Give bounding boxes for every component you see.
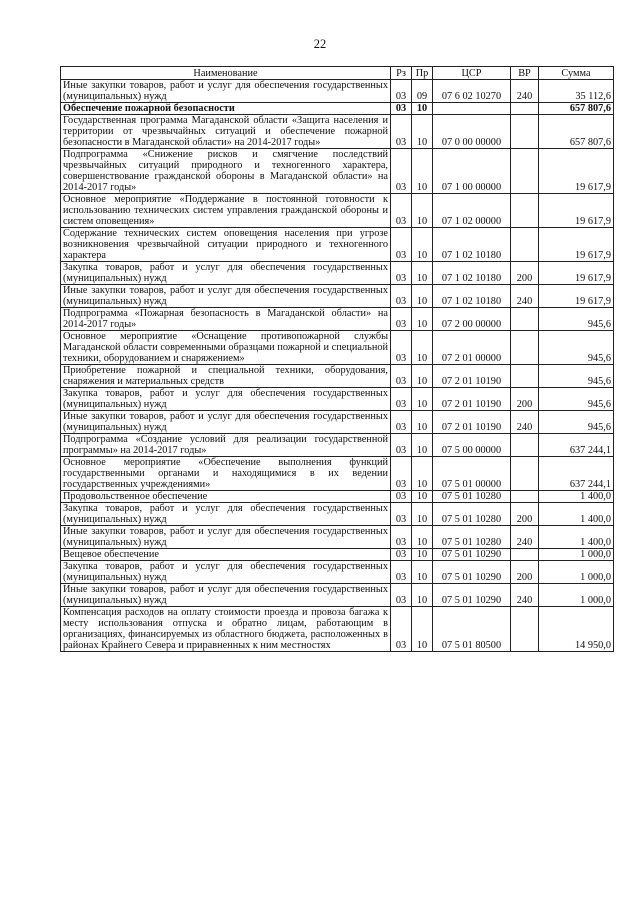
table-row: [61, 457, 614, 491]
row-vr: [511, 103, 539, 115]
row-csr: 07 2 01 10190: [433, 388, 511, 411]
row-vr: 200: [511, 262, 539, 285]
row-sum: 35 112,6: [539, 80, 614, 103]
row-sum: 657 807,6: [539, 103, 614, 115]
table-row: [61, 365, 614, 388]
header-vr: ВР: [511, 67, 539, 80]
row-pr: 10: [412, 549, 433, 561]
row-vr: [511, 308, 539, 331]
row-name: Продовольственное обеспечение: [61, 491, 391, 503]
row-rz: 03: [391, 561, 412, 584]
row-pr: 10: [412, 503, 433, 526]
row-vr: 240: [511, 584, 539, 607]
row-pr: 10: [412, 365, 433, 388]
table-row: [61, 115, 614, 149]
row-name: Приобретение пожарной и специальной техники, оборудования, снаряжения и материальных средств: [61, 365, 391, 388]
row-name: Основное мероприятие «Обеспечение выполнения функций государственными органами и находящимися в их ведении государственных учреждениями»: [61, 457, 391, 491]
table-row: [61, 411, 614, 434]
row-vr: [511, 194, 539, 228]
row-name: Вещевое обеспечение: [61, 549, 391, 561]
row-sum: 19 617,9: [539, 285, 614, 308]
row-pr: 10: [412, 561, 433, 584]
table-row: [61, 584, 614, 607]
table-row: [61, 549, 614, 561]
row-name: Подпрограмма «Создание условий для реализации государственной программы» на 2014-2017 годы»: [61, 434, 391, 457]
row-csr: 07 1 00 00000: [433, 149, 511, 194]
row-csr: 07 5 01 10290: [433, 584, 511, 607]
table-row: [61, 434, 614, 457]
row-csr: 07 2 00 00000: [433, 308, 511, 331]
row-rz: 03: [391, 388, 412, 411]
row-name: Подпрограмма «Пожарная безопасность в Магаданской области» на 2014-2017 годы»: [61, 308, 391, 331]
row-rz: 03: [391, 228, 412, 262]
header-rz: Рз: [391, 67, 412, 80]
row-rz: 03: [391, 262, 412, 285]
row-name: Компенсация расходов на оплату стоимости проезда и провоза багажа к месту использования отпуска и обратно лицам, работающим в организациях, финансируемых из областного бюджета, расположенных в районах Крайнего Севера и приравненных к ним местностях: [61, 607, 391, 652]
row-pr: 10: [412, 584, 433, 607]
row-csr: 07 5 01 10280: [433, 491, 511, 503]
row-vr: 240: [511, 80, 539, 103]
row-name: Иные закупки товаров, работ и услуг для обеспечения государственных (муниципальных) нужд: [61, 80, 391, 103]
row-rz: 03: [391, 434, 412, 457]
row-vr: [511, 149, 539, 194]
row-csr: 07 5 01 00000: [433, 457, 511, 491]
row-csr: 07 2 01 10190: [433, 365, 511, 388]
row-sum: 1 400,0: [539, 503, 614, 526]
row-sum: 19 617,9: [539, 149, 614, 194]
header-pr: Пр: [412, 67, 433, 80]
row-sum: 945,6: [539, 308, 614, 331]
row-pr: 10: [412, 457, 433, 491]
row-pr: 10: [412, 308, 433, 331]
table-row: [61, 526, 614, 549]
row-pr: 10: [412, 388, 433, 411]
row-csr: 07 2 01 00000: [433, 331, 511, 365]
row-vr: [511, 491, 539, 503]
row-sum: 945,6: [539, 388, 614, 411]
row-rz: 03: [391, 115, 412, 149]
row-csr: 07 5 01 10290: [433, 561, 511, 584]
row-sum: 657 807,6: [539, 115, 614, 149]
row-sum: 637 244,1: [539, 434, 614, 457]
row-vr: 200: [511, 561, 539, 584]
row-vr: [511, 457, 539, 491]
row-csr: 07 5 01 10280: [433, 503, 511, 526]
row-rz: 03: [391, 503, 412, 526]
row-rz: 03: [391, 149, 412, 194]
row-csr: 07 1 02 10180: [433, 285, 511, 308]
row-rz: 03: [391, 457, 412, 491]
table-row: [61, 228, 614, 262]
row-rz: 03: [391, 365, 412, 388]
row-csr: 07 5 01 10280: [433, 526, 511, 549]
row-rz: 03: [391, 331, 412, 365]
row-name: Обеспечение пожарной безопасности: [61, 103, 391, 115]
row-vr: [511, 115, 539, 149]
row-sum: 19 617,9: [539, 262, 614, 285]
table-row: [61, 503, 614, 526]
row-vr: 240: [511, 526, 539, 549]
row-pr: 10: [412, 262, 433, 285]
row-vr: [511, 331, 539, 365]
row-vr: [511, 434, 539, 457]
row-pr: 10: [412, 607, 433, 652]
row-sum: 14 950,0: [539, 607, 614, 652]
header-csr: ЦСР: [433, 67, 511, 80]
row-sum: 1 400,0: [539, 491, 614, 503]
row-rz: 03: [391, 285, 412, 308]
row-pr: 10: [412, 526, 433, 549]
row-sum: 945,6: [539, 411, 614, 434]
row-name: Подпрограмма «Снижение рисков и смягчение последствий чрезвычайных ситуаций природного и техногенного характера, совершенствование гражданской обороны в Магаданской области» на 2014-2017 годы»: [61, 149, 391, 194]
row-name: Основное мероприятие «Поддержание в постоянной готовности к использованию технических систем управления гражданской обороны и систем оповещения»: [61, 194, 391, 228]
row-name: Закупка товаров, работ и услуг для обеспечения государственных (муниципальных) нужд: [61, 561, 391, 584]
row-pr: 10: [412, 491, 433, 503]
row-rz: 03: [391, 80, 412, 103]
row-csr: 07 1 02 10180: [433, 228, 511, 262]
row-csr: 07 1 02 10180: [433, 262, 511, 285]
row-sum: 945,6: [539, 331, 614, 365]
row-rz: 03: [391, 308, 412, 331]
row-sum: 19 617,9: [539, 228, 614, 262]
row-sum: 19 617,9: [539, 194, 614, 228]
row-sum: 945,6: [539, 365, 614, 388]
row-csr: 07 5 00 00000: [433, 434, 511, 457]
row-csr: [433, 103, 511, 115]
row-rz: 03: [391, 607, 412, 652]
row-pr: 10: [412, 285, 433, 308]
table-row: [61, 561, 614, 584]
row-csr: 07 5 01 80500: [433, 607, 511, 652]
row-name: Иные закупки товаров, работ и услуг для обеспечения государственных (муниципальных) нужд: [61, 526, 391, 549]
row-pr: 10: [412, 115, 433, 149]
row-pr: 09: [412, 80, 433, 103]
header-sum: Сумма: [539, 67, 614, 80]
row-sum: 1 000,0: [539, 549, 614, 561]
row-sum: 637 244,1: [539, 457, 614, 491]
row-pr: 10: [412, 194, 433, 228]
row-vr: 240: [511, 285, 539, 308]
row-vr: [511, 549, 539, 561]
row-rz: 03: [391, 411, 412, 434]
row-rz: 03: [391, 549, 412, 561]
row-name: Закупка товаров, работ и услуг для обеспечения государственных (муниципальных) нужд: [61, 388, 391, 411]
row-sum: 1 000,0: [539, 584, 614, 607]
row-sum: 1 400,0: [539, 526, 614, 549]
table-row: [61, 194, 614, 228]
row-vr: 200: [511, 503, 539, 526]
row-name: Иные закупки товаров, работ и услуг для обеспечения государственных (муниципальных) нужд: [61, 285, 391, 308]
page-number: 22: [313, 37, 327, 51]
row-rz: 03: [391, 103, 412, 115]
row-pr: 10: [412, 149, 433, 194]
row-vr: [511, 365, 539, 388]
row-vr: 200: [511, 388, 539, 411]
row-csr: 07 0 00 00000: [433, 115, 511, 149]
row-rz: 03: [391, 526, 412, 549]
table-row: [61, 285, 614, 308]
row-vr: 240: [511, 411, 539, 434]
budget-table: [60, 66, 614, 652]
table-header-row: [61, 67, 614, 80]
row-vr: [511, 607, 539, 652]
row-pr: 10: [412, 331, 433, 365]
table-row: [61, 331, 614, 365]
row-pr: 10: [412, 434, 433, 457]
row-csr: 07 5 01 10290: [433, 549, 511, 561]
row-name: Иные закупки товаров, работ и услуг для обеспечения государственных (муниципальных) нужд: [61, 584, 391, 607]
table-row: [61, 491, 614, 503]
table-row: [61, 80, 614, 103]
row-csr: 07 1 02 00000: [433, 194, 511, 228]
row-sum: 1 000,0: [539, 561, 614, 584]
row-pr: 10: [412, 103, 433, 115]
row-rz: 03: [391, 584, 412, 607]
row-name: Содержание технических систем оповещения населения при угрозе возникновения чрезвычайной ситуации природного и техногенного характера: [61, 228, 391, 262]
table-row: [61, 262, 614, 285]
row-pr: 10: [412, 411, 433, 434]
row-name: Основное мероприятие «Оснащение противопожарной службы Магаданской области современными образцами пожарной и специальной техники, оборудованием и снаряжением»: [61, 331, 391, 365]
row-name: Закупка товаров, работ и услуг для обеспечения государственных (муниципальных) нужд: [61, 503, 391, 526]
row-vr: [511, 228, 539, 262]
row-rz: 03: [391, 194, 412, 228]
row-name: Иные закупки товаров, работ и услуг для обеспечения государственных (муниципальных) нужд: [61, 411, 391, 434]
row-name: Закупка товаров, работ и услуг для обеспечения государственных (муниципальных) нужд: [61, 262, 391, 285]
row-name: Государственная программа Магаданской области «Защита населения и территории от чрезвычайных ситуаций и обеспечение пожарной безопасности в Магаданской области» на 2014-2017 годы»: [61, 115, 391, 149]
row-rz: 03: [391, 491, 412, 503]
header-name: Наименование: [61, 67, 391, 80]
table-row: [61, 103, 614, 115]
table-row: [61, 308, 614, 331]
table-row: [61, 388, 614, 411]
table-row: [61, 149, 614, 194]
row-csr: 07 2 01 10190: [433, 411, 511, 434]
row-csr: 07 6 02 10270: [433, 80, 511, 103]
table-row: [61, 607, 614, 652]
table-body: [61, 80, 614, 652]
row-pr: 10: [412, 228, 433, 262]
